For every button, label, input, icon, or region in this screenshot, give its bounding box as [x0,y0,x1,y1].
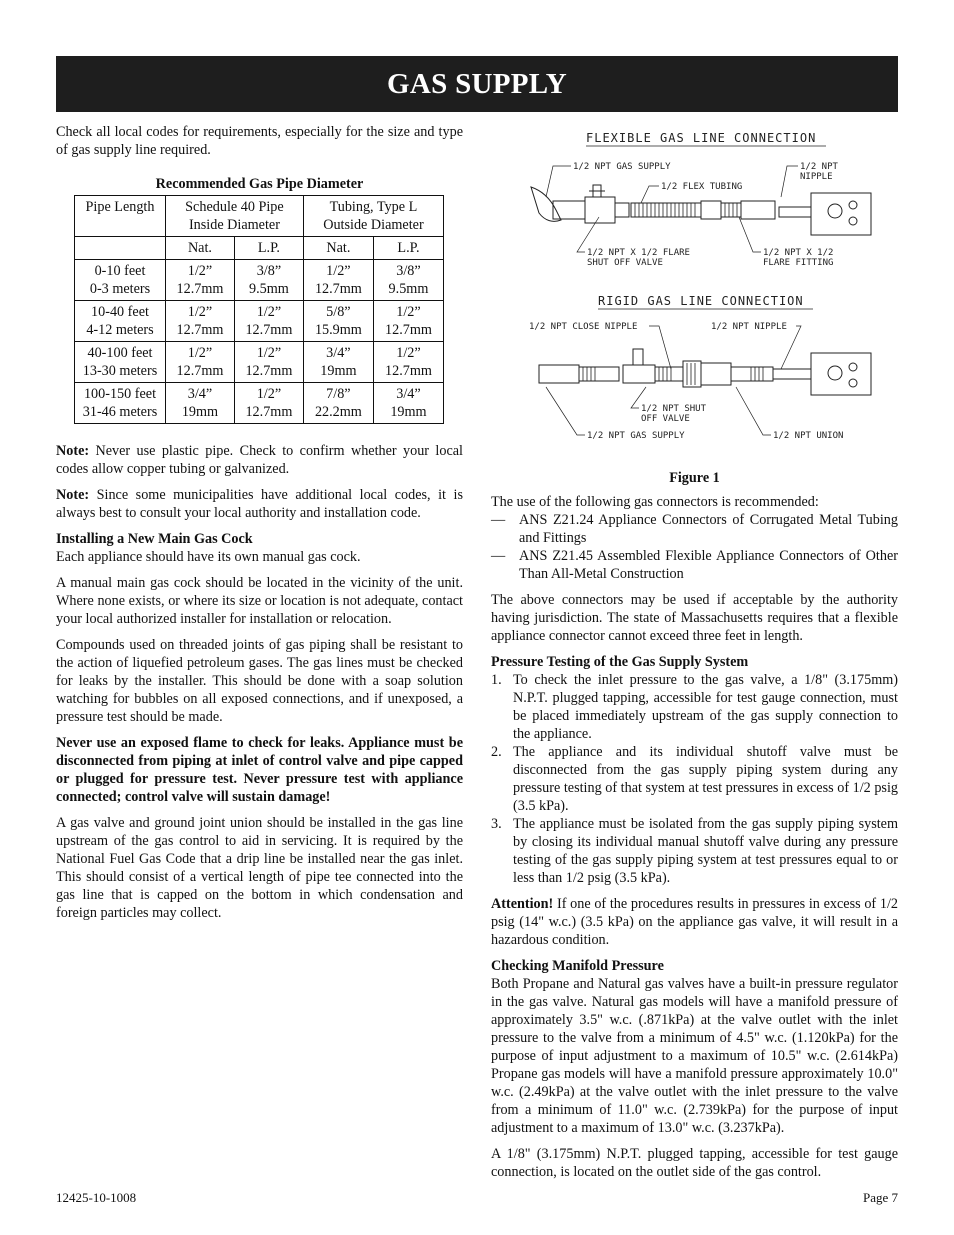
table-cell: 5/8” 15.9mm [303,301,373,342]
list-item: 2. The appliance and its individual shutoff valve must be disconnected from the gas supply piping system during any pressure testing of that system at test pressures in excess of 1/2 psig (3.5 kPa). [491,744,898,814]
table-row [75,342,444,383]
table-subheader: Nat. [166,237,235,260]
table-cell: 3/4” 19mm [303,342,373,383]
figure-caption: Figure 1 [669,470,720,486]
list-item: 1. To check the inlet pressure to the gas valve, a 1/8" (3.175mm) N.P.T. plugged tapping, accessible for test gauge connection, must be placed immediately upstream of the gas supply connection to the appliance. [491,672,898,742]
table-cell [75,237,166,260]
table-row [75,383,444,424]
table-cell: 0-10 feet 0-3 meters [75,260,166,301]
list-item: 3. The appliance must be isolated from the gas supply piping system by closing its individual manual shutoff valve during any pressure testing of the gas supply piping system at test pressures equal to or less than 1/2 psig (3.5 kPa). [491,816,898,886]
pressure-testing-steps [491,671,898,887]
connectors-intro: The use of the following gas connectors is recommended: [491,494,819,510]
document-number: 12425-10-1008 [56,1190,137,1205]
table-row [75,301,444,342]
table-subheader: Nat. [303,237,373,260]
gas-cock-paragraph-3: Compounds used on threaded joints of gas piping shall be resistant to the action of liquefied petroleum gases. The gas lines must be checked for leaks by the installer. This should be done with a soap solution watching for bubbles on all exposed connections, and if unexposed, a pressure test should be made. [56,637,463,725]
table-cell: 1/2” 12.7mm [166,301,235,342]
rigid-supply-label: 1/2 NPT GAS SUPPLY [587,431,685,441]
table-cell: 1/2” 12.7mm [234,342,303,383]
right-column [491,123,898,1189]
rigid-thread-marks [583,363,763,385]
leak-warning: Never use an exposed flame to check for leaks. Appliance must be disconnected from piping at inlet of control valve and pipe capped or plugged for pressure test. Never pressure test with appliance connected; control valve will sustain damage! [56,735,463,805]
rigid-assembly-drawing [539,349,871,395]
table-cell: 7/8” 22.2mm [303,383,373,424]
rigid-shutoff-label-1: 1/2 NPT SHUT [641,404,707,414]
rigid-title: RIGID GAS LINE CONNECTION [598,294,804,308]
manifold-pressure-heading: Checking Manifold Pressure [491,958,664,974]
connectors-note: The above connectors may be used if acceptable by the authority having jurisdiction. The state of Massachusetts requires that a flexible appliance connector cannot exceed three feet in length. [491,592,898,644]
flex-shutoff-label-1: 1/2 NPT X 1/2 FLARE [587,248,690,258]
table-cell: 3/8” 9.5mm [373,260,443,301]
table-title: Recommended Gas Pipe Diameter [155,176,364,192]
flex-nipple-label-1: 1/2 NPT [800,162,838,172]
table-header-pipe-length: Pipe Length [75,196,166,237]
flex-assembly-drawing [531,185,871,235]
table-cell: 1/2” 12.7mm [234,301,303,342]
table-cell: 100-150 feet 31-46 meters [75,383,166,424]
table-cell: 1/2” 12.7mm [166,342,235,383]
pressure-testing-heading: Pressure Testing of the Gas Supply System [491,654,749,670]
flex-fitting-label-1: 1/2 NPT X 1/2 [763,248,834,258]
table-cell: 1/2” 12.7mm [373,301,443,342]
gas-pipe-table [74,195,444,424]
attention-paragraph: Attention! If one of the procedures results in pressures in excess of 1/2 psig (14" w.c.) (3.5 kPa) on the appliance gas valve, it will result in a hazardous condition. [491,896,898,948]
note-plastic-pipe: Note: Never use plastic pipe. Check to confirm whether your local codes allow copper tubing or galvanized. [56,443,463,477]
left-column [56,123,463,930]
figure-1-diagram [491,125,898,465]
connection-diagram [491,125,898,465]
flex-shutoff-label-2: SHUT OFF VALVE [587,258,663,268]
table-cell: 40-100 feet 13-30 meters [75,342,166,383]
table-subheader: L.P. [373,237,443,260]
flex-fitting-label-2: FLARE FITTING [763,258,834,268]
rigid-shutoff-label-2: OFF VALVE [641,414,690,424]
table-row [75,260,444,301]
gas-cock-heading: Installing a New Main Gas Cock [56,531,253,547]
page-number: Page 7 [862,1190,898,1205]
flex-nipple-label-2: NIPPLE [800,172,833,182]
connector-item-2: — ANS Z21.45 Assembled Flexible Appliance Connectors of Other Than All-Metal Construction [491,548,898,582]
table-cell: 3/4” 19mm [166,383,235,424]
table-cell: 3/8” 9.5mm [234,260,303,301]
rigid-close-nipple-label: 1/2 NPT CLOSE NIPPLE [529,322,638,332]
connector-item-1: — ANS Z21.24 Appliance Connectors of Corrugated Metal Tubing and Fittings [491,512,898,546]
gas-cock-paragraph-2: A manual main gas cock should be located in the vicinity of the unit. Where none exists, or where its size or location is not adequate, contact your local authorized installer for installation or relocation. [56,575,463,627]
table-cell: 3/4” 19mm [373,383,443,424]
table-cell: 1/2” 12.7mm [303,260,373,301]
gas-cock-paragraph-1: Each appliance should have its own manual gas cock. [56,549,361,565]
table-cell: 1/2” 12.7mm [234,383,303,424]
rigid-nipple-label: 1/2 NPT NIPPLE [711,322,787,332]
valve-union-paragraph: A gas valve and ground joint union should be installed in the gas line upstream of the gas control to aid in servicing. It is required by the National Fuel Gas Code that a drip line be installed near the gas inlet. This should consist of a vertical length of pipe tee connected into the gas line that is capped on the bottom in which condensation and foreign particles may collect. [56,815,463,921]
rigid-union-label: 1/2 NPT UNION [773,431,844,441]
note-local-codes: Note: Since some municipalities have additional local codes, it is always best to consult your local authority and installation code. [56,487,463,521]
page-title: GAS SUPPLY [56,56,898,112]
flex-tubing-label: 1/2 FLEX TUBING [661,182,743,192]
table-cell: 10-40 feet 4-12 meters [75,301,166,342]
table-header-schedule-40: Schedule 40 Pipe Inside Diameter [166,196,304,237]
intro-paragraph: Check all local codes for requirements, especially for the size and type of gas supply line required. [56,124,463,158]
flex-corrugation-marks [635,203,737,217]
flex-supply-label: 1/2 NPT GAS SUPPLY [573,162,671,172]
manifold-pressure-paragraph-2: A 1/8" (3.175mm) N.P.T. plugged tapping, accessible for test gauge connection, is located on the outlet side of the gas control. [491,1146,898,1180]
flex-title: FLEXIBLE GAS LINE CONNECTION [586,131,817,145]
table-cell: 1/2” 12.7mm [166,260,235,301]
table-cell: 1/2” 12.7mm [373,342,443,383]
table-subheader: L.P. [234,237,303,260]
table-header-tubing: Tubing, Type L Outside Diameter [303,196,443,237]
manifold-pressure-paragraph-1: Both Propane and Natural gas valves have a built-in pressure regulator in the gas valve. Natural gas models will have a manifold pressure of approximately 3.5" w.c. (.871kPa) at the valve outlet with the inlet pressure to the valve from a minimum of 4.5" w.c. (1.120kPa) for the purpose of input adjustment to a maximum of 10.5" w.c. (2.614kPa) Propane gas models will have a manifold pressure approximately 10.0" w.c. (2.49kPa) at the valve outlet with the inlet pressure to the valve from a minimum of 11.0" w.c. (2.739kPa) for the purpose of input adjustment to a maximum of 13.0" w.c. (3.237kPa). [491,976,898,1136]
